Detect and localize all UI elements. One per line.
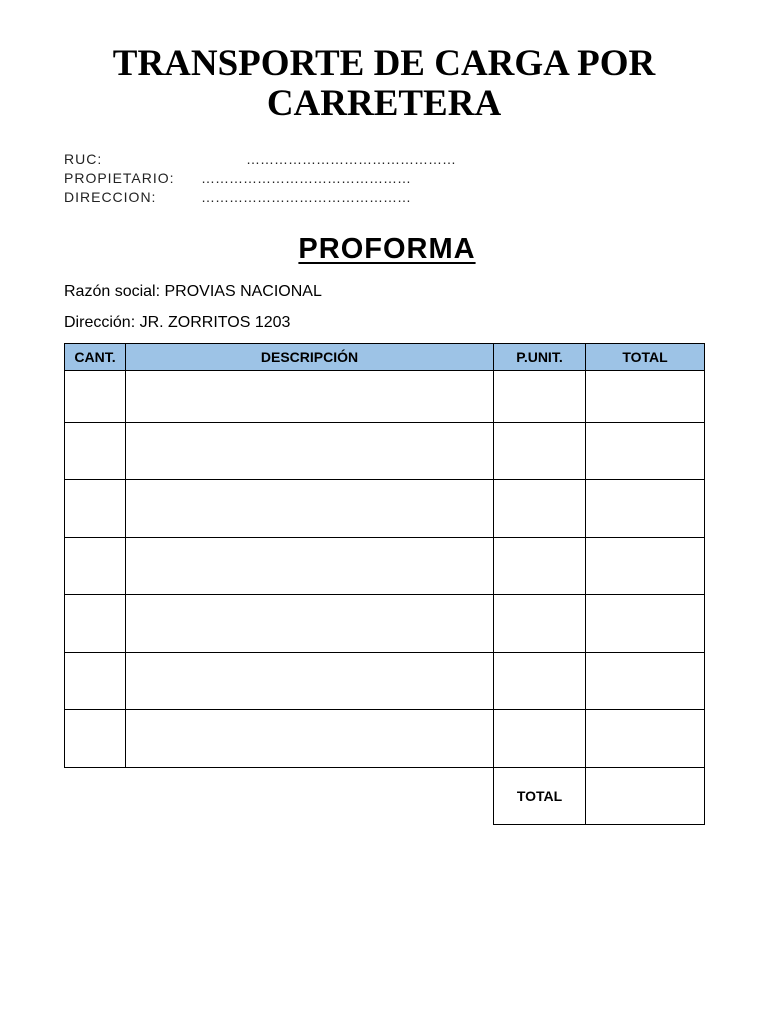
table-row — [65, 371, 705, 423]
column-header-total: TOTAL — [586, 344, 705, 371]
quantity-cell — [65, 371, 126, 423]
blank-cell — [126, 768, 494, 825]
quantity-cell — [65, 423, 126, 480]
client-address: Dirección: JR. ZORRITOS 1203 — [64, 314, 291, 331]
unit-price-cell — [494, 538, 586, 595]
company-address-row — [64, 188, 411, 206]
description-cell — [126, 710, 494, 768]
title-line-1: TRANSPORTE DE CARGA POR — [112, 43, 656, 84]
total-cell — [586, 480, 705, 538]
description-cell — [126, 371, 494, 423]
title-line-2: CARRETERA — [266, 83, 502, 124]
description-cell — [126, 423, 494, 480]
column-header-description: DESCRIPCIÓN — [126, 344, 494, 371]
company-address-label: DIRECCION: — [64, 189, 157, 205]
document-title — [0, 44, 768, 124]
description-cell — [126, 653, 494, 710]
company-ruc-row — [64, 150, 456, 168]
total-cell — [586, 423, 705, 480]
quantity-cell — [65, 595, 126, 653]
grand-total-cell — [586, 768, 705, 825]
table-row — [65, 710, 705, 768]
column-header-unit-price: P.UNIT. — [494, 344, 586, 371]
blank-cell — [65, 768, 126, 825]
company-ruc-label: RUC: — [64, 151, 103, 167]
unit-price-cell — [494, 423, 586, 480]
proforma-heading: PROFORMA — [298, 233, 476, 265]
table-header-row — [65, 344, 705, 371]
items-table — [64, 343, 705, 825]
column-header-quantity: CANT. — [65, 344, 126, 371]
grand-total-label: TOTAL — [494, 768, 586, 825]
table-total-row — [65, 768, 705, 825]
unit-price-cell — [494, 595, 586, 653]
total-cell — [586, 371, 705, 423]
client-name: Razón social: PROVIAS NACIONAL — [64, 283, 322, 300]
table-row — [65, 480, 705, 538]
quantity-cell — [65, 653, 126, 710]
company-owner-dots: ……………………………………… — [201, 170, 411, 186]
company-owner-label: PROPIETARIO: — [64, 170, 175, 186]
description-cell — [126, 538, 494, 595]
table-row — [65, 423, 705, 480]
quantity-cell — [65, 538, 126, 595]
unit-price-cell — [494, 653, 586, 710]
total-cell — [586, 710, 705, 768]
description-cell — [126, 595, 494, 653]
table-row — [65, 653, 705, 710]
quantity-cell — [65, 480, 126, 538]
description-cell — [126, 480, 494, 538]
table-row — [65, 538, 705, 595]
company-ruc-dots: ……………………………………… — [246, 151, 456, 167]
table-row — [65, 595, 705, 653]
unit-price-cell — [494, 710, 586, 768]
unit-price-cell — [494, 480, 586, 538]
company-address-dots: ……………………………………… — [201, 189, 411, 205]
total-cell — [586, 653, 705, 710]
total-cell — [586, 538, 705, 595]
quantity-cell — [65, 710, 126, 768]
company-owner-row — [64, 169, 411, 187]
unit-price-cell — [494, 371, 586, 423]
total-cell — [586, 595, 705, 653]
